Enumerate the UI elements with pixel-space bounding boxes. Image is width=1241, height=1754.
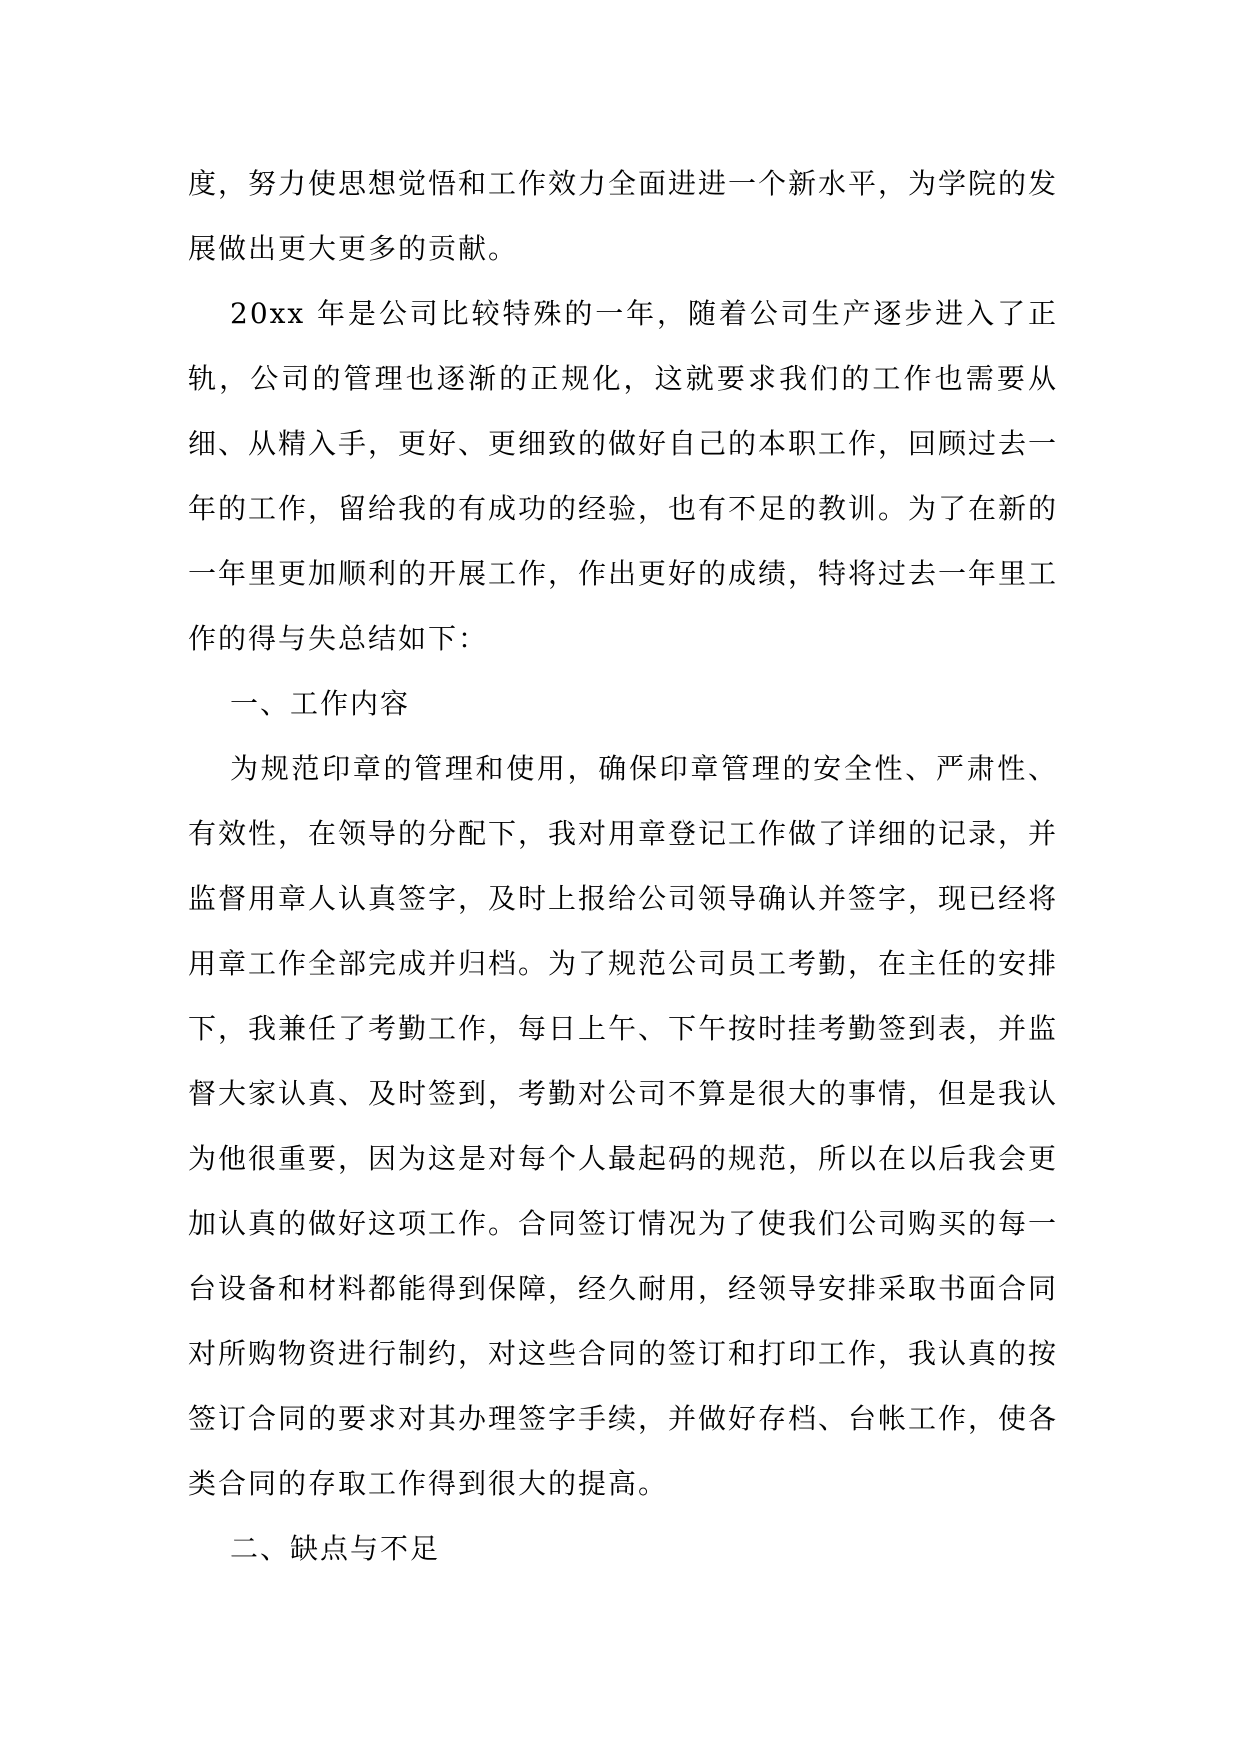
paragraph-work-content: 为规范印章的管理和使用，确保印章管理的安全性、严肃性、有效性，在领导的分配下，我对用章登记工作做了详细的记录，并监督用章人认真签字，及时上报给公司领导确认并签字，现已经将用章工作全部完成并归档。为了规范公司员工考勤，在主任的安排下，我兼任了考勤工作，每日上午、下午按时挂考勤签到表，并监督大家认真、及时签到，考勤对公司不算是很大的事情，但是我认为他很重要，因为这是对每个人最起码的规范，所以在以后我会更加认真的做好这项工作。合同签订情况为了使我们公司购买的每一台设备和材料都能得到保障，经久耐用，经领导安排采取书面合同对所购物资进行制约，对这些合同的签订和打印工作，我认真的按签订合同的要求对其办理签字手续，并做好存档、台帐工作，使各类合同的存取工作得到很大的提高。 (188, 752, 1059, 1500)
section-heading-work-content: 一、工作内容 (230, 687, 411, 720)
document-page (188, 0, 1058, 1581)
paragraph-intro: 20xx 年是公司比较特殊的一年，随着公司生产逐步进入了正轨，公司的管理也逐渐的正规化，这就要求我们的工作也需要从细、从精入手，更好、更细致的做好自己的本职工作，回顾过去一年的工作，留给我的有成功的经验，也有不足的教训。为了在新的一年里更加顺利的开展工作，作出更好的成绩，特将过去一年里工作的得与失总结如下： (188, 297, 1059, 655)
section-heading-shortcomings: 二、缺点与不足 (230, 1532, 441, 1565)
paragraph-continuation: 度，努力使思想觉悟和工作效力全面进进一个新水平，为学院的发展做出更大更多的贡献。 (188, 167, 1059, 265)
